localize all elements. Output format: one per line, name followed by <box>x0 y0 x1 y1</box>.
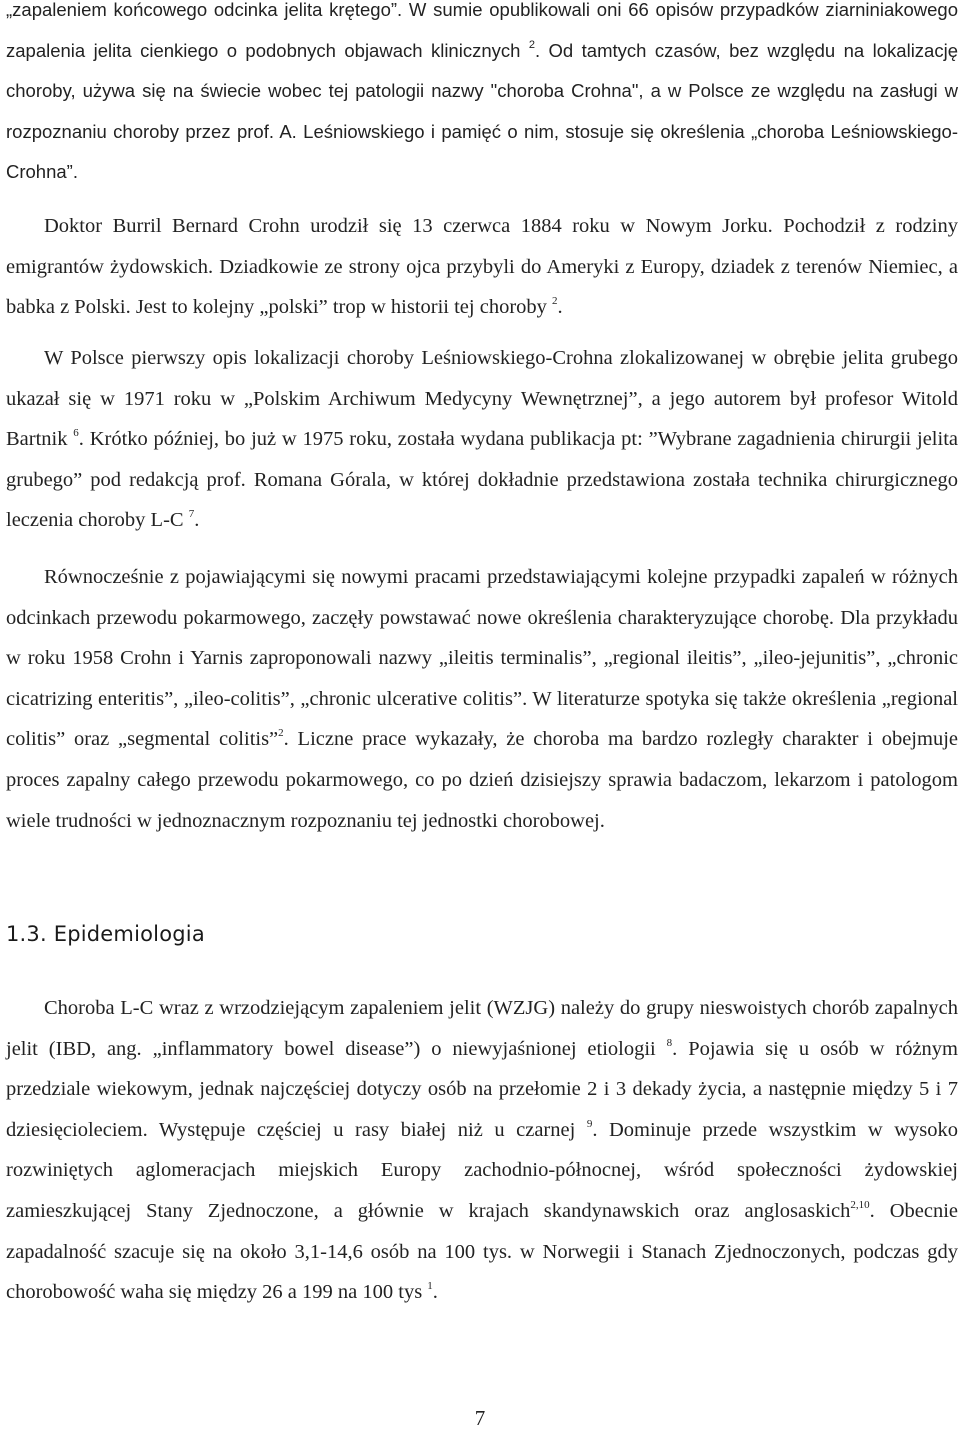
footnote-reference: 9 <box>586 1117 593 1130</box>
paragraph-epidemiology: Choroba L-C wraz z wrzodziejącym zapaleniem jelit (WZJG) należy do grupy nieswoistych chorób zapalnych jelit (IBD, ang. „inflammatory bowel disease”) o niewyjaśnionej etiologii $^8$. Pojawia się u osób w różnym przedziale wiekowym, jednak najczęściej dotyczy osób na przełomie 2 i 3 dekady życia, a następnie między 5 i 7 dziesięcioleciem. Występuje częściej u rasy białej niż u czarnej $^9$. Dominuje przede wszystkim w wysoko rozwiniętych aglomeracjach miejskich Europy zachodnio-północnej, wśród społeczności żydowskiej zamieszkującej Stany Zjednoczone, a głównie w krajach skandynawskich oraz anglosaskich$^{2,10}$. Obecnie zapadalność szacuje się na około 3,1-14,6 osób na 100 tys. w Norwegii i Stanach Zjednoczonych, podczas gdy chorobowość waha się między 26 a 199 na 100 tys $^1$. <box>6 997 958 1304</box>
footnote-reference: 2 <box>278 727 284 740</box>
document-page <box>6 0 958 1431</box>
section-heading-epidemiology: 1.3. Epidemiologia <box>6 922 205 946</box>
footnote-reference: 2 <box>528 38 535 51</box>
paragraph-crohn-biography: Doktor Burril Bernard Crohn urodził się 13 czerwca 1884 roku w Nowym Jorku. Pochodził z rodziny emigrantów żydowskich. Dziadkowie ze strony ojca przybyli do Ameryki z Europy, dziadek z terenów Niemiec, a babka z Polski. Jest to kolejny „polski” trop w historii tej choroby $^2$. <box>6 215 958 319</box>
footnote-reference: 2,10 <box>850 1198 870 1211</box>
paragraph-crohn-naming: „zapaleniem końcowego odcinka jelita krętego”. W sumie opublikowali oni 66 opisów przypadków ziarniniakowego zapalenia jelita cienkiego o podobnych objawach klinicznych $^2$. Od tamtych czasów, bez względu na lokalizację choroby, używa się na świecie wobec tej patologii nazwy "choroba Crohna", a w Polsce ze względu na zasługi w rozpoznaniu choroby przez prof. A. Leśniowskiego i pamięć o nim, stosuje się określenia „choroba Leśniowskiego-Crohna”. <box>6 0 958 183</box>
footnote-reference: 2 <box>552 295 558 308</box>
footnote-reference: 1 <box>427 1280 433 1293</box>
page-number: 7 <box>474 1406 486 1430</box>
footnote-reference: 8 <box>666 1036 673 1049</box>
footnote-reference: 7 <box>188 508 195 521</box>
paragraph-disease-names: Równocześnie z pojawiającymi się nowymi pracami przedstawiającymi kolejne przypadki zapaleń w różnych odcinkach przewodu pokarmowego, zaczęły powstawać nowe określenia charakteryzujące chorobę. Dla przykładu w roku 1958 Crohn i Yarnis zaproponowali nazwy „ileitis terminalis”, „regional ileitis”, „ileo-jejunitis”, „chronic cicatrizing enteritis”, „ileo-colitis”, „chronic ulcerative colitis”. W literaturze spotyka się także określenia „regional colitis” oraz „segmental colitis”$^2$. Liczne prace wykazały, że choroba ma bardzo rozległy charakter i obejmuje proces zapalny całego przewodu pokarmowego, co po dzień dzisiejszy sprawia badaczom, lekarzom i patologom wiele trudności w jednoznacznym rozpoznaniu tej jednostki chorobowej. <box>6 566 958 832</box>
paragraph-first-polish-description: W Polsce pierwszy opis lokalizacji choroby Leśniowskiego-Crohna zlokalizowanej w obrębie jelita grubego ukazał się w 1971 roku w „Polskim Archiwum Medycyny Wewnętrznej”, a jego autorem był profesor Witold Bartnik $^6$. Krótko później, bo już w 1975 roku, została wydana publikacja pt: ”Wybrane zagadnienia chirurgii jelita grubego” pod redakcją prof. Romana Górala, w której dokładnie przedstawiona została technika chirurgicznego leczenia choroby L-C $^7$. <box>6 347 958 532</box>
footnote-reference: 6 <box>73 427 79 440</box>
